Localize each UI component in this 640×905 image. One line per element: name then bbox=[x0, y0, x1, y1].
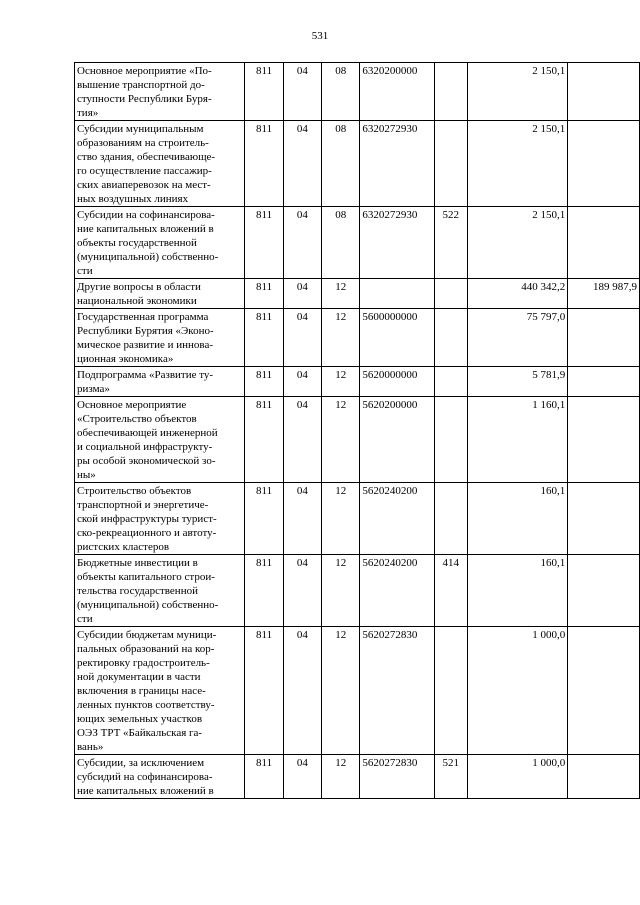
admin-code-cell: 811 bbox=[245, 483, 283, 555]
amount-cell: 160,1 bbox=[467, 483, 568, 555]
subsection-code-cell: 12 bbox=[322, 555, 360, 627]
table-row bbox=[75, 483, 640, 555]
section-code-cell: 04 bbox=[283, 627, 321, 755]
admin-code-cell: 811 bbox=[245, 755, 283, 799]
table-row bbox=[75, 367, 640, 397]
admin-code-cell: 811 bbox=[245, 309, 283, 367]
expense-type-cell bbox=[434, 367, 467, 397]
admin-code-cell: 811 bbox=[245, 63, 283, 121]
row-name-cell: Основное мероприятие «По- вышение транспортной до- ступности Республики Буря- тия» bbox=[75, 63, 245, 121]
target-article-cell: 5620000000 bbox=[360, 367, 435, 397]
amount-cell: 1 160,1 bbox=[467, 397, 568, 483]
amount-secondary-cell bbox=[568, 397, 640, 483]
admin-code-cell: 811 bbox=[245, 207, 283, 279]
target-article-cell: 5600000000 bbox=[360, 309, 435, 367]
admin-code-cell: 811 bbox=[245, 397, 283, 483]
section-code-cell: 04 bbox=[283, 397, 321, 483]
table-row bbox=[75, 627, 640, 755]
amount-cell: 2 150,1 bbox=[467, 207, 568, 279]
subsection-code-cell: 12 bbox=[322, 755, 360, 799]
expense-type-cell: 414 bbox=[434, 555, 467, 627]
table-row bbox=[75, 555, 640, 627]
target-article-cell: 5620200000 bbox=[360, 397, 435, 483]
amount-secondary-cell bbox=[568, 309, 640, 367]
target-article-cell bbox=[360, 279, 435, 309]
section-code-cell: 04 bbox=[283, 207, 321, 279]
amount-cell: 5 781,9 bbox=[467, 367, 568, 397]
expense-type-cell bbox=[434, 121, 467, 207]
subsection-code-cell: 12 bbox=[322, 397, 360, 483]
target-article-cell: 5620240200 bbox=[360, 555, 435, 627]
subsection-code-cell: 12 bbox=[322, 627, 360, 755]
section-code-cell: 04 bbox=[283, 63, 321, 121]
expense-type-cell bbox=[434, 483, 467, 555]
table-row bbox=[75, 121, 640, 207]
table-row bbox=[75, 755, 640, 799]
table-body bbox=[75, 63, 640, 799]
row-name-cell: Строительство объектов транспортной и энергетиче- ской инфраструктуры турист- ско-рекреационного и автоту- ристских кластеров bbox=[75, 483, 245, 555]
table-row bbox=[75, 397, 640, 483]
row-name-cell: Субсидии муниципальным образованиям на строитель- ство здания, обеспечивающе- го осуществление пассажир- ских авиаперевозок на мест- ных воздушных линиях bbox=[75, 121, 245, 207]
section-code-cell: 04 bbox=[283, 309, 321, 367]
target-article-cell: 6320272930 bbox=[360, 207, 435, 279]
amount-cell: 1 000,0 bbox=[467, 627, 568, 755]
section-code-cell: 04 bbox=[283, 555, 321, 627]
page-number: 531 bbox=[311, 30, 329, 42]
amount-secondary-cell: 189 987,9 bbox=[568, 279, 640, 309]
amount-secondary-cell bbox=[568, 63, 640, 121]
subsection-code-cell: 12 bbox=[322, 279, 360, 309]
amount-secondary-cell bbox=[568, 367, 640, 397]
admin-code-cell: 811 bbox=[245, 121, 283, 207]
section-code-cell: 04 bbox=[283, 755, 321, 799]
amount-secondary-cell bbox=[568, 483, 640, 555]
target-article-cell: 6320200000 bbox=[360, 63, 435, 121]
section-code-cell: 04 bbox=[283, 367, 321, 397]
row-name-cell: Подпрограмма «Развитие ту- ризма» bbox=[75, 367, 245, 397]
amount-secondary-cell bbox=[568, 627, 640, 755]
amount-cell: 75 797,0 bbox=[467, 309, 568, 367]
row-name-cell: Другие вопросы в области национальной экономики bbox=[75, 279, 245, 309]
target-article-cell: 6320272930 bbox=[360, 121, 435, 207]
target-article-cell: 5620272830 bbox=[360, 627, 435, 755]
amount-secondary-cell bbox=[568, 121, 640, 207]
row-name-cell: Субсидии, за исключением субсидий на софинансирова- ние капитальных вложений в bbox=[75, 755, 245, 799]
admin-code-cell: 811 bbox=[245, 367, 283, 397]
expense-type-cell bbox=[434, 309, 467, 367]
subsection-code-cell: 12 bbox=[322, 367, 360, 397]
expense-type-cell bbox=[434, 279, 467, 309]
table-row bbox=[75, 63, 640, 121]
subsection-code-cell: 12 bbox=[322, 309, 360, 367]
expense-type-cell bbox=[434, 627, 467, 755]
table-row bbox=[75, 207, 640, 279]
subsection-code-cell: 08 bbox=[322, 121, 360, 207]
budget-table bbox=[74, 62, 640, 799]
amount-secondary-cell bbox=[568, 755, 640, 799]
subsection-code-cell: 12 bbox=[322, 483, 360, 555]
amount-cell: 1 000,0 bbox=[467, 755, 568, 799]
amount-cell: 2 150,1 bbox=[467, 63, 568, 121]
admin-code-cell: 811 bbox=[245, 279, 283, 309]
target-article-cell: 5620272830 bbox=[360, 755, 435, 799]
expense-type-cell bbox=[434, 397, 467, 483]
section-code-cell: 04 bbox=[283, 279, 321, 309]
target-article-cell: 5620240200 bbox=[360, 483, 435, 555]
subsection-code-cell: 08 bbox=[322, 207, 360, 279]
amount-cell: 160,1 bbox=[467, 555, 568, 627]
row-name-cell: Субсидии на софинансирова- ние капитальных вложений в объекты государственной (муниципальной) собственно- сти bbox=[75, 207, 245, 279]
row-name-cell: Бюджетные инвестиции в объекты капитального строи- тельства государственной (муниципальной) собственно- сти bbox=[75, 555, 245, 627]
amount-secondary-cell bbox=[568, 207, 640, 279]
section-code-cell: 04 bbox=[283, 483, 321, 555]
subsection-code-cell: 08 bbox=[322, 63, 360, 121]
row-name-cell: Субсидии бюджетам муници- пальных образований на кор- ректировку градостроитель- ной документации в части включения в границы насе- ленных пунктов соответству- ющих земельных участков ОЭЗ ТРТ «Байкальская га- вань» bbox=[75, 627, 245, 755]
row-name-cell: Государственная программа Республики Бурятия «Эконо- мическое развитие и иннова- ционная экономика» bbox=[75, 309, 245, 367]
amount-cell: 2 150,1 bbox=[467, 121, 568, 207]
section-code-cell: 04 bbox=[283, 121, 321, 207]
amount-cell: 440 342,2 bbox=[467, 279, 568, 309]
expense-type-cell: 521 bbox=[434, 755, 467, 799]
expense-type-cell: 522 bbox=[434, 207, 467, 279]
table-row bbox=[75, 309, 640, 367]
admin-code-cell: 811 bbox=[245, 555, 283, 627]
amount-secondary-cell bbox=[568, 555, 640, 627]
row-name-cell: Основное мероприятие «Строительство объектов обеспечивающей инженерной и социальной инфраструкту- ры особой экономической зо- ны» bbox=[75, 397, 245, 483]
expense-type-cell bbox=[434, 63, 467, 121]
table-row bbox=[75, 279, 640, 309]
admin-code-cell: 811 bbox=[245, 627, 283, 755]
